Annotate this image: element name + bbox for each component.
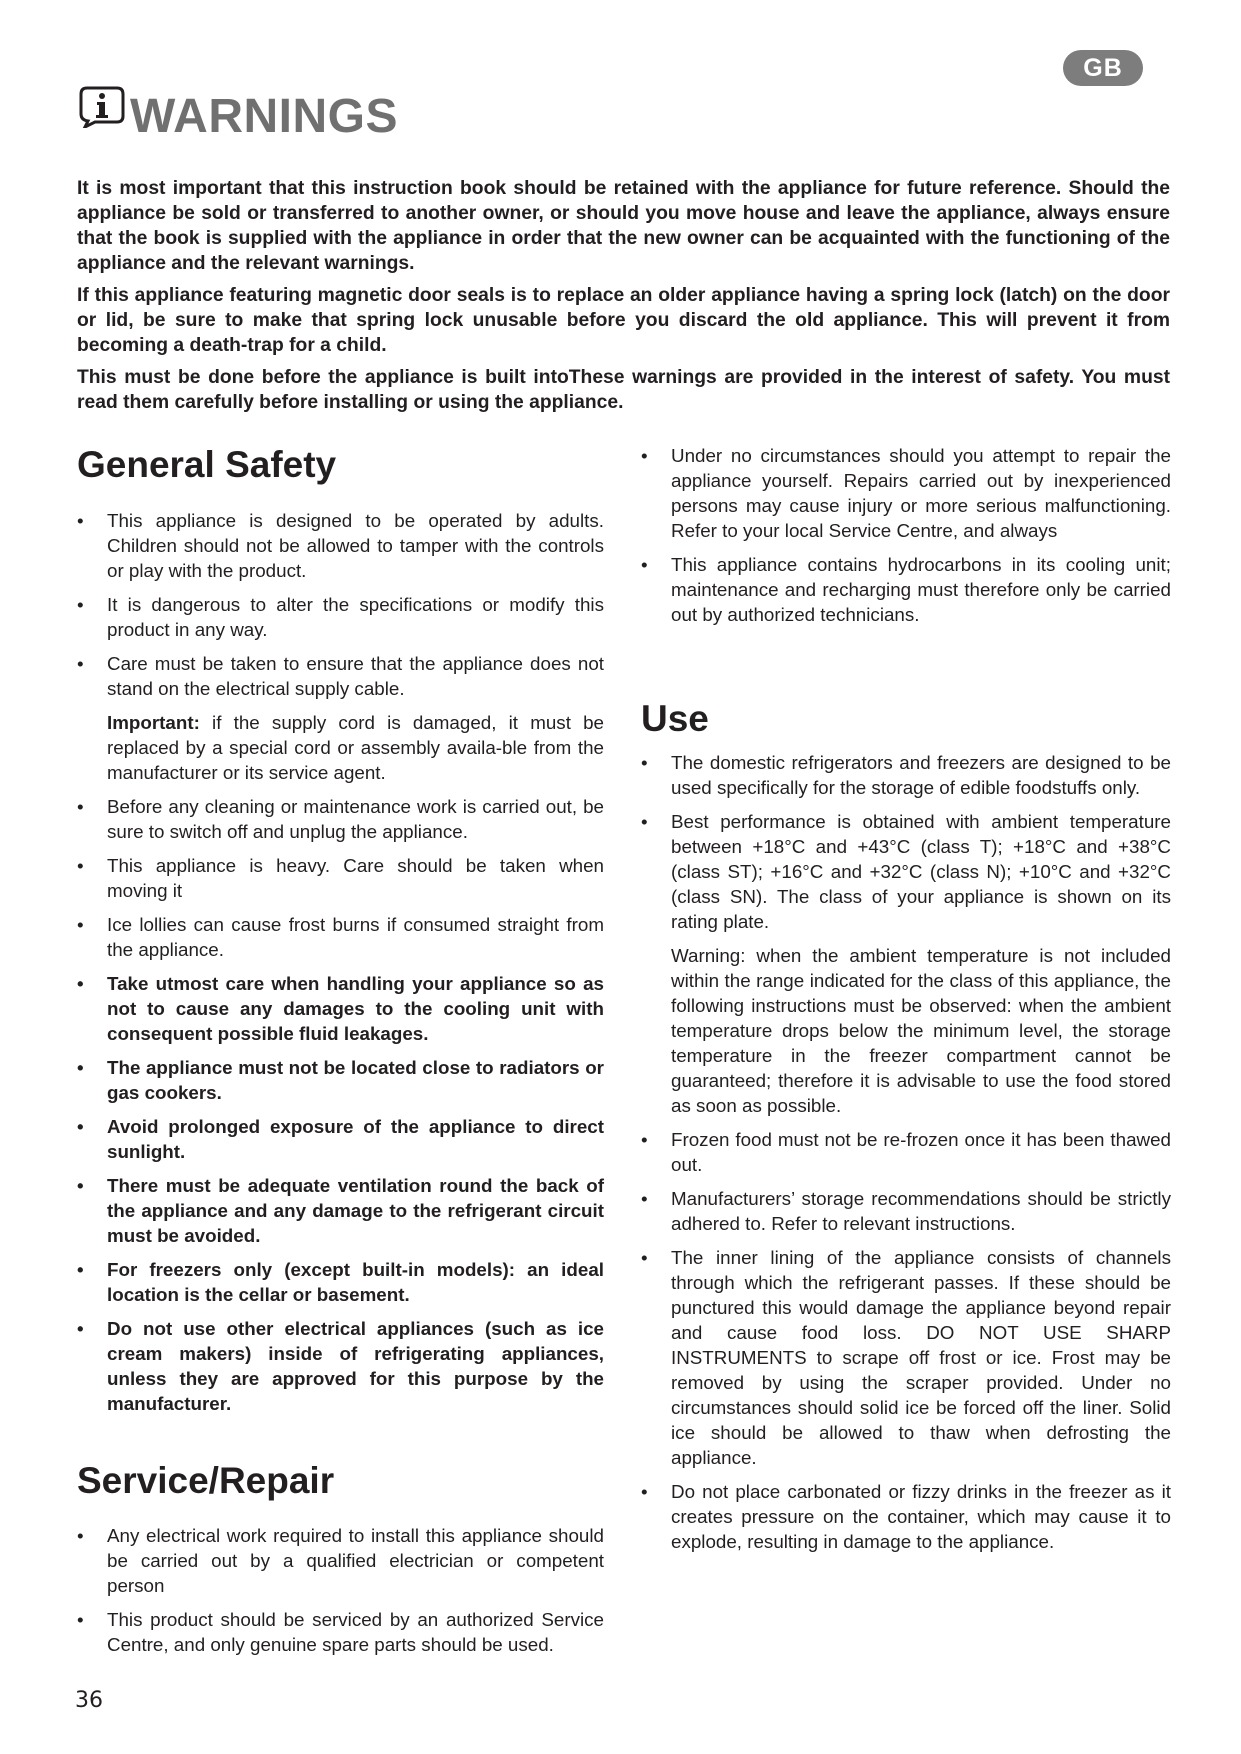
list-item: • It is dangerous to alter the specifications or modify this product in any way. bbox=[77, 594, 604, 640]
list-item: • This appliance is heavy. Care should be taken when moving it bbox=[77, 855, 604, 901]
page-number: 36 bbox=[75, 1688, 103, 1713]
list-item: • Any electrical work required to install this appliance should be carried out by a qualified electrician or competent person bbox=[77, 1525, 604, 1596]
list-item: • Ice lollies can cause frost burns if consumed straight from the appliance. bbox=[77, 914, 604, 960]
repair-continued-list bbox=[641, 443, 1171, 636]
service-repair-list bbox=[77, 1523, 604, 1666]
list-item: • Take utmost care when handling your appliance so as not to cause any damages to the cooling unit with consequent possible fluid leakages. bbox=[77, 973, 604, 1044]
list-item: • The domestic refrigerators and freezers are designed to be used specifically for the storage of edible foodstuffs only. bbox=[641, 752, 1171, 798]
language-badge: GB bbox=[1063, 50, 1143, 86]
info-icon bbox=[77, 84, 127, 128]
list-item: • Best performance is obtained with ambient temperature between +18°C and +43°C (class T); +18°C and +38°C (class ST); +16°C and +32°C (class N); +10°C and +32°C (class SN). The class of your appliance is shown on its rating plate. bbox=[641, 811, 1171, 932]
list-item: • This product should be serviced by an authorized Service Centre, and only genuine spare parts should be used. bbox=[77, 1609, 604, 1655]
intro-paragraph: If this appliance featuring magnetic door seals is to replace an older appliance having a spring lock (latch) on the door or lid, be sure to make that spring lock unusable before you discard the old appliance. This will prevent it from becoming a death-trap for a child. bbox=[77, 285, 1170, 356]
warning-note: Warning: when the ambient temperature is not included within the range indicated for the class of this appliance, the following instructions must be observed: when the ambient temperature drops below the minimum level, the storage temperature in the freezer compartment cannot be guaranteed; therefore it is advisable to use the food stored as soon as possible. bbox=[671, 945, 1171, 1116]
list-item: • Manufacturers’ storage recommendations should be strictly adhered to. Refer to relevant instructions. bbox=[641, 1188, 1171, 1234]
list-item: • Do not place carbonated or fizzy drinks in the freezer as it creates pressure on the container, which may cause it to explode, resulting in damage to the appliance. bbox=[641, 1481, 1171, 1552]
intro-paragraph: This must be done before the appliance is built intoThese warnings are provided in the interest of safety. You must read them carefully before installing or using the appliance. bbox=[77, 367, 1170, 413]
list-item: • Avoid prolonged exposure of the appliance to direct sunlight. bbox=[77, 1116, 604, 1162]
list-item: • Before any cleaning or maintenance work is carried out, be sure to switch off and unplug the appliance. bbox=[77, 796, 604, 842]
section-heading-general-safety: General Safety bbox=[77, 444, 337, 485]
list-item: • Care must be taken to ensure that the appliance does not stand on the electrical supply cable. bbox=[77, 653, 604, 699]
list-item: • Frozen food must not be re-frozen once it has been thawed out. bbox=[641, 1129, 1171, 1175]
list-item: • For freezers only (except built-in models): an ideal location is the cellar or basement. bbox=[77, 1259, 604, 1305]
list-item: • The appliance must not be located close to radiators or gas cookers. bbox=[77, 1057, 604, 1103]
use-list bbox=[641, 750, 1171, 1563]
important-note: Important: if the supply cord is damaged, it must be replaced by a special cord or assembly availa-ble from the manufacturer or its service agent. bbox=[107, 712, 604, 783]
intro-block bbox=[77, 176, 1170, 422]
section-heading-use: Use bbox=[641, 698, 709, 739]
list-item: • Do not use other electrical appliances (such as ice cream makers) inside of refrigerating appliances, unless they are approved for this purpose by the manufacturer. bbox=[77, 1318, 604, 1414]
page-title: WARNINGS bbox=[130, 90, 398, 143]
list-item: • This appliance is designed to be operated by adults. Children should not be allowed to tamper with the controls or play with the product. bbox=[77, 510, 604, 581]
general-safety-list bbox=[77, 508, 604, 1425]
intro-paragraph: It is most important that this instruction book should be retained with the appliance for future reference. Should the appliance be sold or transferred to another owner, or should you move house and leave the appliance, always ensure that the book is supplied with the appliance in order that the new owner can be acquainted with the functioning of the appliance and the relevant warnings. bbox=[77, 178, 1170, 274]
list-item: • This appliance contains hydrocarbons in its cooling unit; maintenance and recharging must therefore only be carried out by authorized technicians. bbox=[641, 554, 1171, 625]
list-item: • Under no circumstances should you attempt to repair the appliance yourself. Repairs carried out by inexperienced persons may cause injury or more serious malfunctioning. Refer to your local Service Centre, and always bbox=[641, 445, 1171, 541]
list-item: • There must be adequate ventilation round the back of the appliance and any damage to the refrigerant circuit must be avoided. bbox=[77, 1175, 604, 1246]
list-item: • The inner lining of the appliance consists of channels through which the refrigerant passes. If these should be punctured this would damage the appliance beyond repair and cause food loss. DO NOT USE SHARP INSTRUMENTS to scrape off frost or ice. Frost may be removed by using the scraper provided. Under no circumstances should solid ice be forced off the liner. Solid ice should be allowed to thaw when defrosting the appliance. bbox=[641, 1247, 1171, 1468]
section-heading-service-repair: Service/Repair bbox=[77, 1460, 335, 1501]
